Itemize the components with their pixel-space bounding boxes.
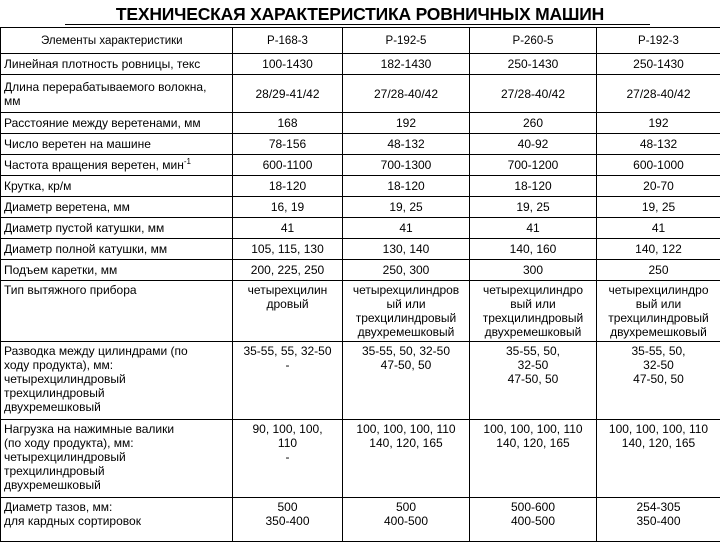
cell-value: 78-156 [233, 134, 343, 155]
cell-value: 500-600 400-500 [470, 498, 597, 542]
table-row [1, 155, 720, 176]
cell-value: 35-55, 55, 32-50 - [233, 342, 343, 420]
cell-value: 105, 115, 130 [233, 239, 343, 260]
row-label: Линейная плотность ровницы, текс [1, 54, 233, 75]
table-row [1, 218, 720, 239]
cell-value: четырехцилиндро вый или трехцилиндровый двухремешковый [470, 281, 597, 342]
cell-value: четырехцилиндров ый или трехцилиндровый двухремешковый [343, 281, 470, 342]
row-label: Диаметр полной катушки, мм [1, 239, 233, 260]
header-cell: Р-168-3 [233, 28, 343, 54]
cell-value: 48-132 [343, 134, 470, 155]
table-row [1, 176, 720, 197]
table-row [1, 342, 720, 420]
cell-value: 27/28-40/42 [470, 75, 597, 113]
cell-value: 130, 140 [343, 239, 470, 260]
cell-value: 19, 25 [597, 197, 720, 218]
cell-value: 192 [597, 113, 720, 134]
cell-value: 254-305 350-400 [597, 498, 720, 542]
cell-value: 16, 19 [233, 197, 343, 218]
cell-value: 100, 100, 100, 110 140, 120, 165 [343, 420, 470, 498]
cell-value: 48-132 [597, 134, 720, 155]
cell-value: 35-55, 50, 32-50 47-50, 50 [597, 342, 720, 420]
cell-value: 41 [343, 218, 470, 239]
row-label: Диаметр тазов, мм: для кардных сортировок [1, 498, 233, 542]
cell-value: 192 [343, 113, 470, 134]
cell-value: 600-1100 [233, 155, 343, 176]
unit-exponent: -1 [184, 157, 191, 166]
cell-value: 182-1430 [343, 54, 470, 75]
cell-value: 90, 100, 100, 110 - [233, 420, 343, 498]
cell-value: 18-120 [343, 176, 470, 197]
specs-table [0, 27, 720, 542]
cell-value: 18-120 [233, 176, 343, 197]
cell-value: 600-1000 [597, 155, 720, 176]
cell-value: 41 [470, 218, 597, 239]
cell-value: 250 [597, 260, 720, 281]
cell-value: 27/28-40/42 [343, 75, 470, 113]
cell-value: 35-55, 50, 32-50 47-50, 50 [343, 342, 470, 420]
header-cell: Р-260-5 [470, 28, 597, 54]
cell-value: 250-1430 [470, 54, 597, 75]
table-row [1, 113, 720, 134]
cell-value: четырехцилин дровый [233, 281, 343, 342]
cell-value: четырехцилиндро вый или трехцилиндровый двухремешковый [597, 281, 720, 342]
cell-value: 500 400-500 [343, 498, 470, 542]
row-label: Расстояние между веретенами, мм [1, 113, 233, 134]
row-label: Нагрузка на нажимные валики (по ходу продукта), мм: четырехцилиндровый трехцилиндровый двухремешковый [1, 420, 233, 498]
row-label: Тип вытяжного прибора [1, 281, 233, 342]
header-cell: Р-192-5 [343, 28, 470, 54]
cell-value: 18-120 [470, 176, 597, 197]
cell-value: 27/28-40/42 [597, 75, 720, 113]
cell-value: 100, 100, 100, 110 140, 120, 165 [470, 420, 597, 498]
row-label: Разводка между цилиндрами (по ходу продукта), мм: четырехцилиндровый трехцилиндровый двухремешковый [1, 342, 233, 420]
cell-value: 20-70 [597, 176, 720, 197]
cell-value: 140, 160 [470, 239, 597, 260]
cell-value: 28/29-41/42 [233, 75, 343, 113]
row-label: Крутка, кр/м [1, 176, 233, 197]
header-row [1, 28, 720, 54]
table-row [1, 260, 720, 281]
table-row [1, 281, 720, 342]
cell-value: 40-92 [470, 134, 597, 155]
cell-value: 250-1430 [597, 54, 720, 75]
cell-value: 19, 25 [343, 197, 470, 218]
cell-value: 700-1200 [470, 155, 597, 176]
cell-value: 700-1300 [343, 155, 470, 176]
row-label: Диаметр пустой катушки, мм [1, 218, 233, 239]
cell-value: 260 [470, 113, 597, 134]
cell-value: 41 [233, 218, 343, 239]
row-label: Диаметр веретена, мм [1, 197, 233, 218]
table-row [1, 420, 720, 498]
header-cell: Элементы характеристики [1, 28, 233, 54]
page-title: ТЕХНИЧЕСКАЯ ХАРАКТЕРИСТИКА РОВНИЧНЫХ МАШИН [0, 4, 720, 25]
cell-value: 100-1430 [233, 54, 343, 75]
row-label: Подъем каретки, мм [1, 260, 233, 281]
table-row [1, 75, 720, 113]
table-row [1, 134, 720, 155]
cell-value: 19, 25 [470, 197, 597, 218]
cell-value: 500 350-400 [233, 498, 343, 542]
row-label: Число веретен на машине [1, 134, 233, 155]
cell-value: 300 [470, 260, 597, 281]
cell-value: 250, 300 [343, 260, 470, 281]
cell-value: 100, 100, 100, 110 140, 120, 165 [597, 420, 720, 498]
cell-value: 200, 225, 250 [233, 260, 343, 281]
row-label: Длина перерабатываемого волокна, мм [1, 75, 233, 113]
cell-value: 168 [233, 113, 343, 134]
table-row [1, 197, 720, 218]
header-cell: Р-192-3 [597, 28, 720, 54]
cell-value: 35-55, 50, 32-50 47-50, 50 [470, 342, 597, 420]
cell-value: 41 [597, 218, 720, 239]
cell-value: 140, 122 [597, 239, 720, 260]
table-row [1, 54, 720, 75]
table-row [1, 498, 720, 542]
table-row [1, 239, 720, 260]
row-label [1, 155, 233, 176]
title-underline [65, 24, 650, 25]
row-label-text: Частота вращения веретен, мин [4, 158, 184, 172]
